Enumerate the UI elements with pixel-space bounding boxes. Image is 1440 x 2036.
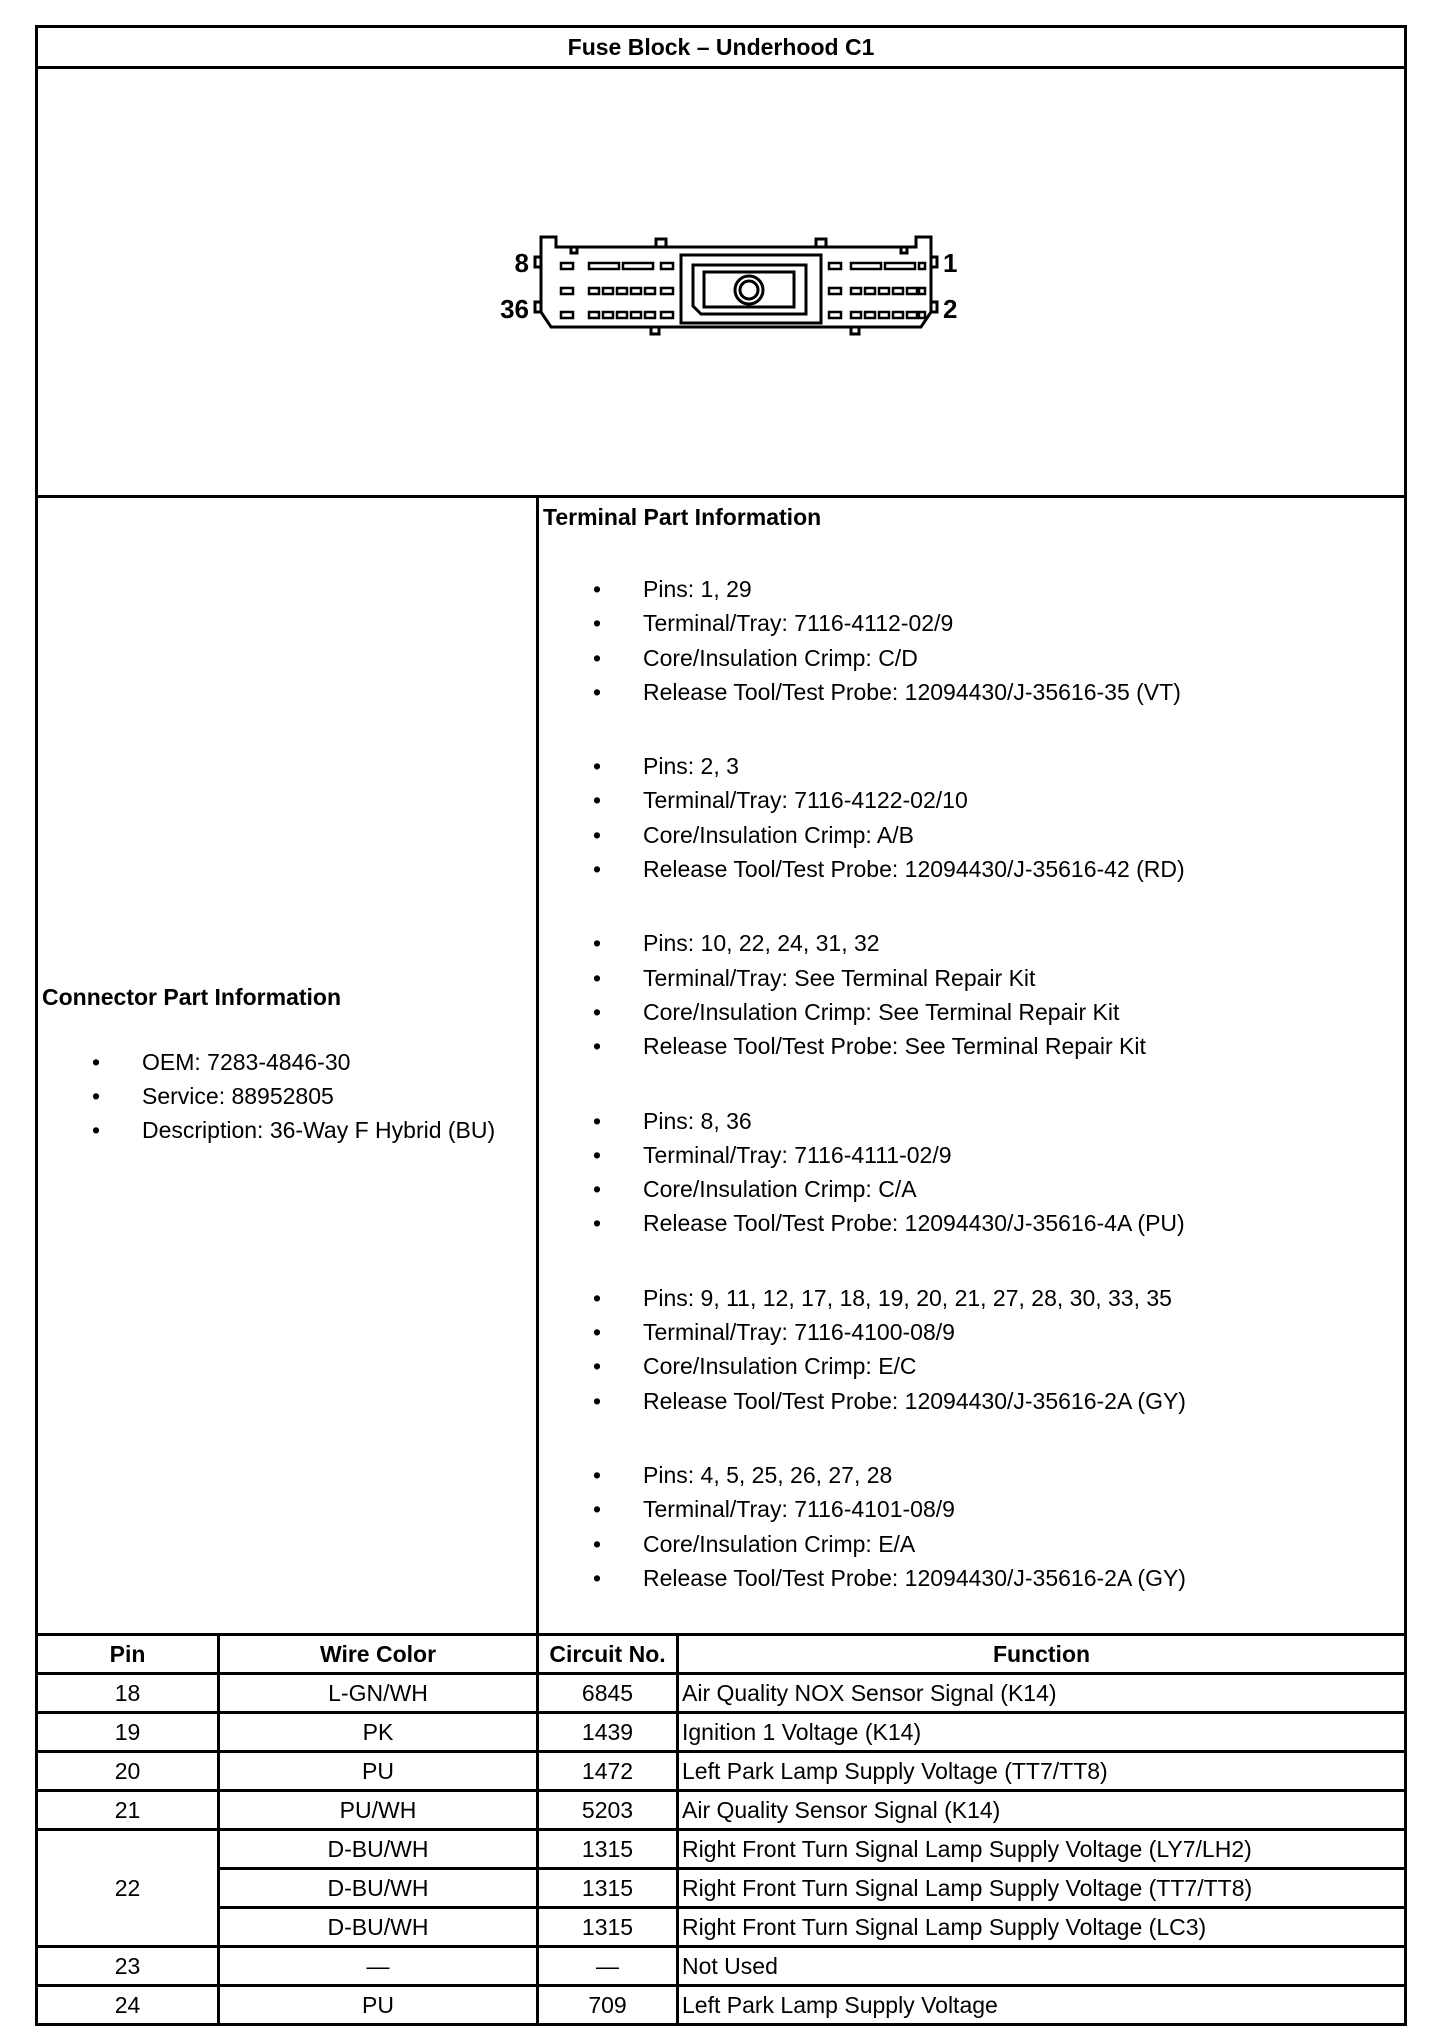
wire-color-cell: L-GN/WH	[219, 1674, 538, 1713]
terminal-tray: • Terminal/Tray: 7116-4100-08/9	[543, 1315, 1400, 1349]
table-row	[37, 1674, 1406, 1713]
terminal-pins: • Pins: 1, 29	[543, 572, 1400, 606]
header-function: Function	[678, 1635, 1406, 1674]
terminal-pins: • Pins: 2, 3	[543, 749, 1400, 783]
connector-info-table	[35, 25, 1407, 1636]
circuit-cell: 1315	[538, 1830, 678, 1869]
function-cell: Not Used	[678, 1947, 1406, 1986]
terminal-tray: • Terminal/Tray: See Terminal Repair Kit	[543, 961, 1400, 995]
header-circuit: Circuit No.	[538, 1635, 678, 1674]
terminal-tray: • Terminal/Tray: 7116-4122-02/10	[543, 783, 1400, 817]
wire-color-cell: D-BU/WH	[219, 1830, 538, 1869]
terminal-crimp: • Core/Insulation Crimp: A/B	[543, 818, 1400, 852]
circuit-cell: 5203	[538, 1791, 678, 1830]
terminal-group	[543, 749, 1400, 886]
circuit-cell: 1315	[538, 1908, 678, 1947]
connector-description: • Description: 36-Way F Hybrid (BU)	[42, 1113, 536, 1147]
terminal-group	[543, 1281, 1400, 1418]
table-row	[37, 1830, 1406, 1869]
function-cell: Left Park Lamp Supply Voltage	[678, 1986, 1406, 2025]
pin-label-1: 1	[943, 248, 958, 278]
terminal-crimp: • Core/Insulation Crimp: C/D	[543, 641, 1400, 675]
terminal-release-tool: • Release Tool/Test Probe: 12094430/J-35616-2A (GY)	[543, 1384, 1400, 1418]
function-cell: Left Park Lamp Supply Voltage (TT7/TT8)	[678, 1752, 1406, 1791]
function-cell: Right Front Turn Signal Lamp Supply Voltage (TT7/TT8)	[678, 1869, 1406, 1908]
terminal-release-tool: • Release Tool/Test Probe: See Terminal Repair Kit	[543, 1029, 1400, 1063]
terminal-pins: • Pins: 4, 5, 25, 26, 27, 28	[543, 1458, 1400, 1492]
wire-color-cell: PU	[219, 1752, 538, 1791]
terminal-pins: • Pins: 10, 22, 24, 31, 32	[543, 926, 1400, 960]
terminal-group	[543, 926, 1400, 1063]
header-wire-color: Wire Color	[219, 1635, 538, 1674]
pin-cell: 20	[37, 1752, 219, 1791]
function-cell: Air Quality NOX Sensor Signal (K14)	[678, 1674, 1406, 1713]
pin-cell: 21	[37, 1791, 219, 1830]
circuit-cell: 1439	[538, 1713, 678, 1752]
wire-color-cell: PK	[219, 1713, 538, 1752]
terminal-pins: • Pins: 9, 11, 12, 17, 18, 19, 20, 21, 27, 28, 30, 33, 35	[543, 1281, 1400, 1315]
terminal-tray: • Terminal/Tray: 7116-4112-02/9	[543, 606, 1400, 640]
table-row	[37, 1986, 1406, 2025]
terminal-tray: • Terminal/Tray: 7116-4111-02/9	[543, 1138, 1400, 1172]
pin-label-2: 2	[943, 294, 958, 324]
function-cell: Right Front Turn Signal Lamp Supply Voltage (LY7/LH2)	[678, 1830, 1406, 1869]
terminal-group	[543, 1104, 1400, 1241]
circuit-cell: —	[538, 1947, 678, 1986]
table-row	[37, 1791, 1406, 1830]
connector-oem: • OEM: 7283-4846-30	[42, 1045, 536, 1079]
function-cell: Air Quality Sensor Signal (K14)	[678, 1791, 1406, 1830]
circuit-cell: 1315	[538, 1869, 678, 1908]
pin-table	[35, 1633, 1407, 2026]
wire-color-cell: PU/WH	[219, 1791, 538, 1830]
terminal-group	[543, 1458, 1400, 1595]
terminal-release-tool: • Release Tool/Test Probe: 12094430/J-35616-35 (VT)	[543, 675, 1400, 709]
circuit-cell: 709	[538, 1986, 678, 2025]
pin-table-header	[37, 1635, 1406, 1674]
connector-part-info	[37, 497, 538, 1635]
circuit-cell: 6845	[538, 1674, 678, 1713]
table-row	[37, 1908, 1406, 1947]
pin-cell: 23	[37, 1947, 219, 1986]
connector-face-drawing	[411, 202, 1031, 362]
terminal-crimp: • Core/Insulation Crimp: E/C	[543, 1349, 1400, 1383]
terminal-group	[543, 572, 1400, 709]
wire-color-cell: —	[219, 1947, 538, 1986]
table-row	[37, 1947, 1406, 1986]
terminal-crimp: • Core/Insulation Crimp: E/A	[543, 1527, 1400, 1561]
table-row	[37, 1713, 1406, 1752]
terminal-release-tool: • Release Tool/Test Probe: 12094430/J-35616-2A (GY)	[543, 1561, 1400, 1595]
connector-heading: Connector Part Information	[42, 984, 342, 1011]
wire-color-cell: D-BU/WH	[219, 1869, 538, 1908]
header-pin: Pin	[37, 1635, 219, 1674]
pin-cell: 18	[37, 1674, 219, 1713]
wire-color-cell: D-BU/WH	[219, 1908, 538, 1947]
connector-list	[42, 1045, 536, 1147]
function-cell: Right Front Turn Signal Lamp Supply Voltage (LC3)	[678, 1908, 1406, 1947]
terminal-release-tool: • Release Tool/Test Probe: 12094430/J-35616-4A (PU)	[543, 1206, 1400, 1240]
pin-cell: 24	[37, 1986, 219, 2025]
connector-diagram	[37, 68, 1406, 497]
pin-cell: 19	[37, 1713, 219, 1752]
terminal-crimp: • Core/Insulation Crimp: See Terminal Repair Kit	[543, 995, 1400, 1029]
terminal-release-tool: • Release Tool/Test Probe: 12094430/J-35616-42 (RD)	[543, 852, 1400, 886]
wire-color-cell: PU	[219, 1986, 538, 2025]
terminal-crimp: • Core/Insulation Crimp: C/A	[543, 1172, 1400, 1206]
terminal-tray: • Terminal/Tray: 7116-4101-08/9	[543, 1492, 1400, 1526]
terminal-pins: • Pins: 8, 36	[543, 1104, 1400, 1138]
connector-sheet	[35, 25, 1404, 2026]
pin-cell: 22	[37, 1830, 219, 1947]
pin-label-8: 8	[514, 248, 529, 278]
circuit-cell: 1472	[538, 1752, 678, 1791]
terminal-part-info	[538, 497, 1406, 1635]
table-row	[37, 1869, 1406, 1908]
terminal-heading: Terminal Part Information	[543, 504, 822, 530]
page-title: Fuse Block – Underhood C1	[37, 27, 1406, 68]
connector-service: • Service: 88952805	[42, 1079, 536, 1113]
table-row	[37, 1752, 1406, 1791]
function-cell: Ignition 1 Voltage (K14)	[678, 1713, 1406, 1752]
pin-label-36: 36	[500, 294, 529, 324]
